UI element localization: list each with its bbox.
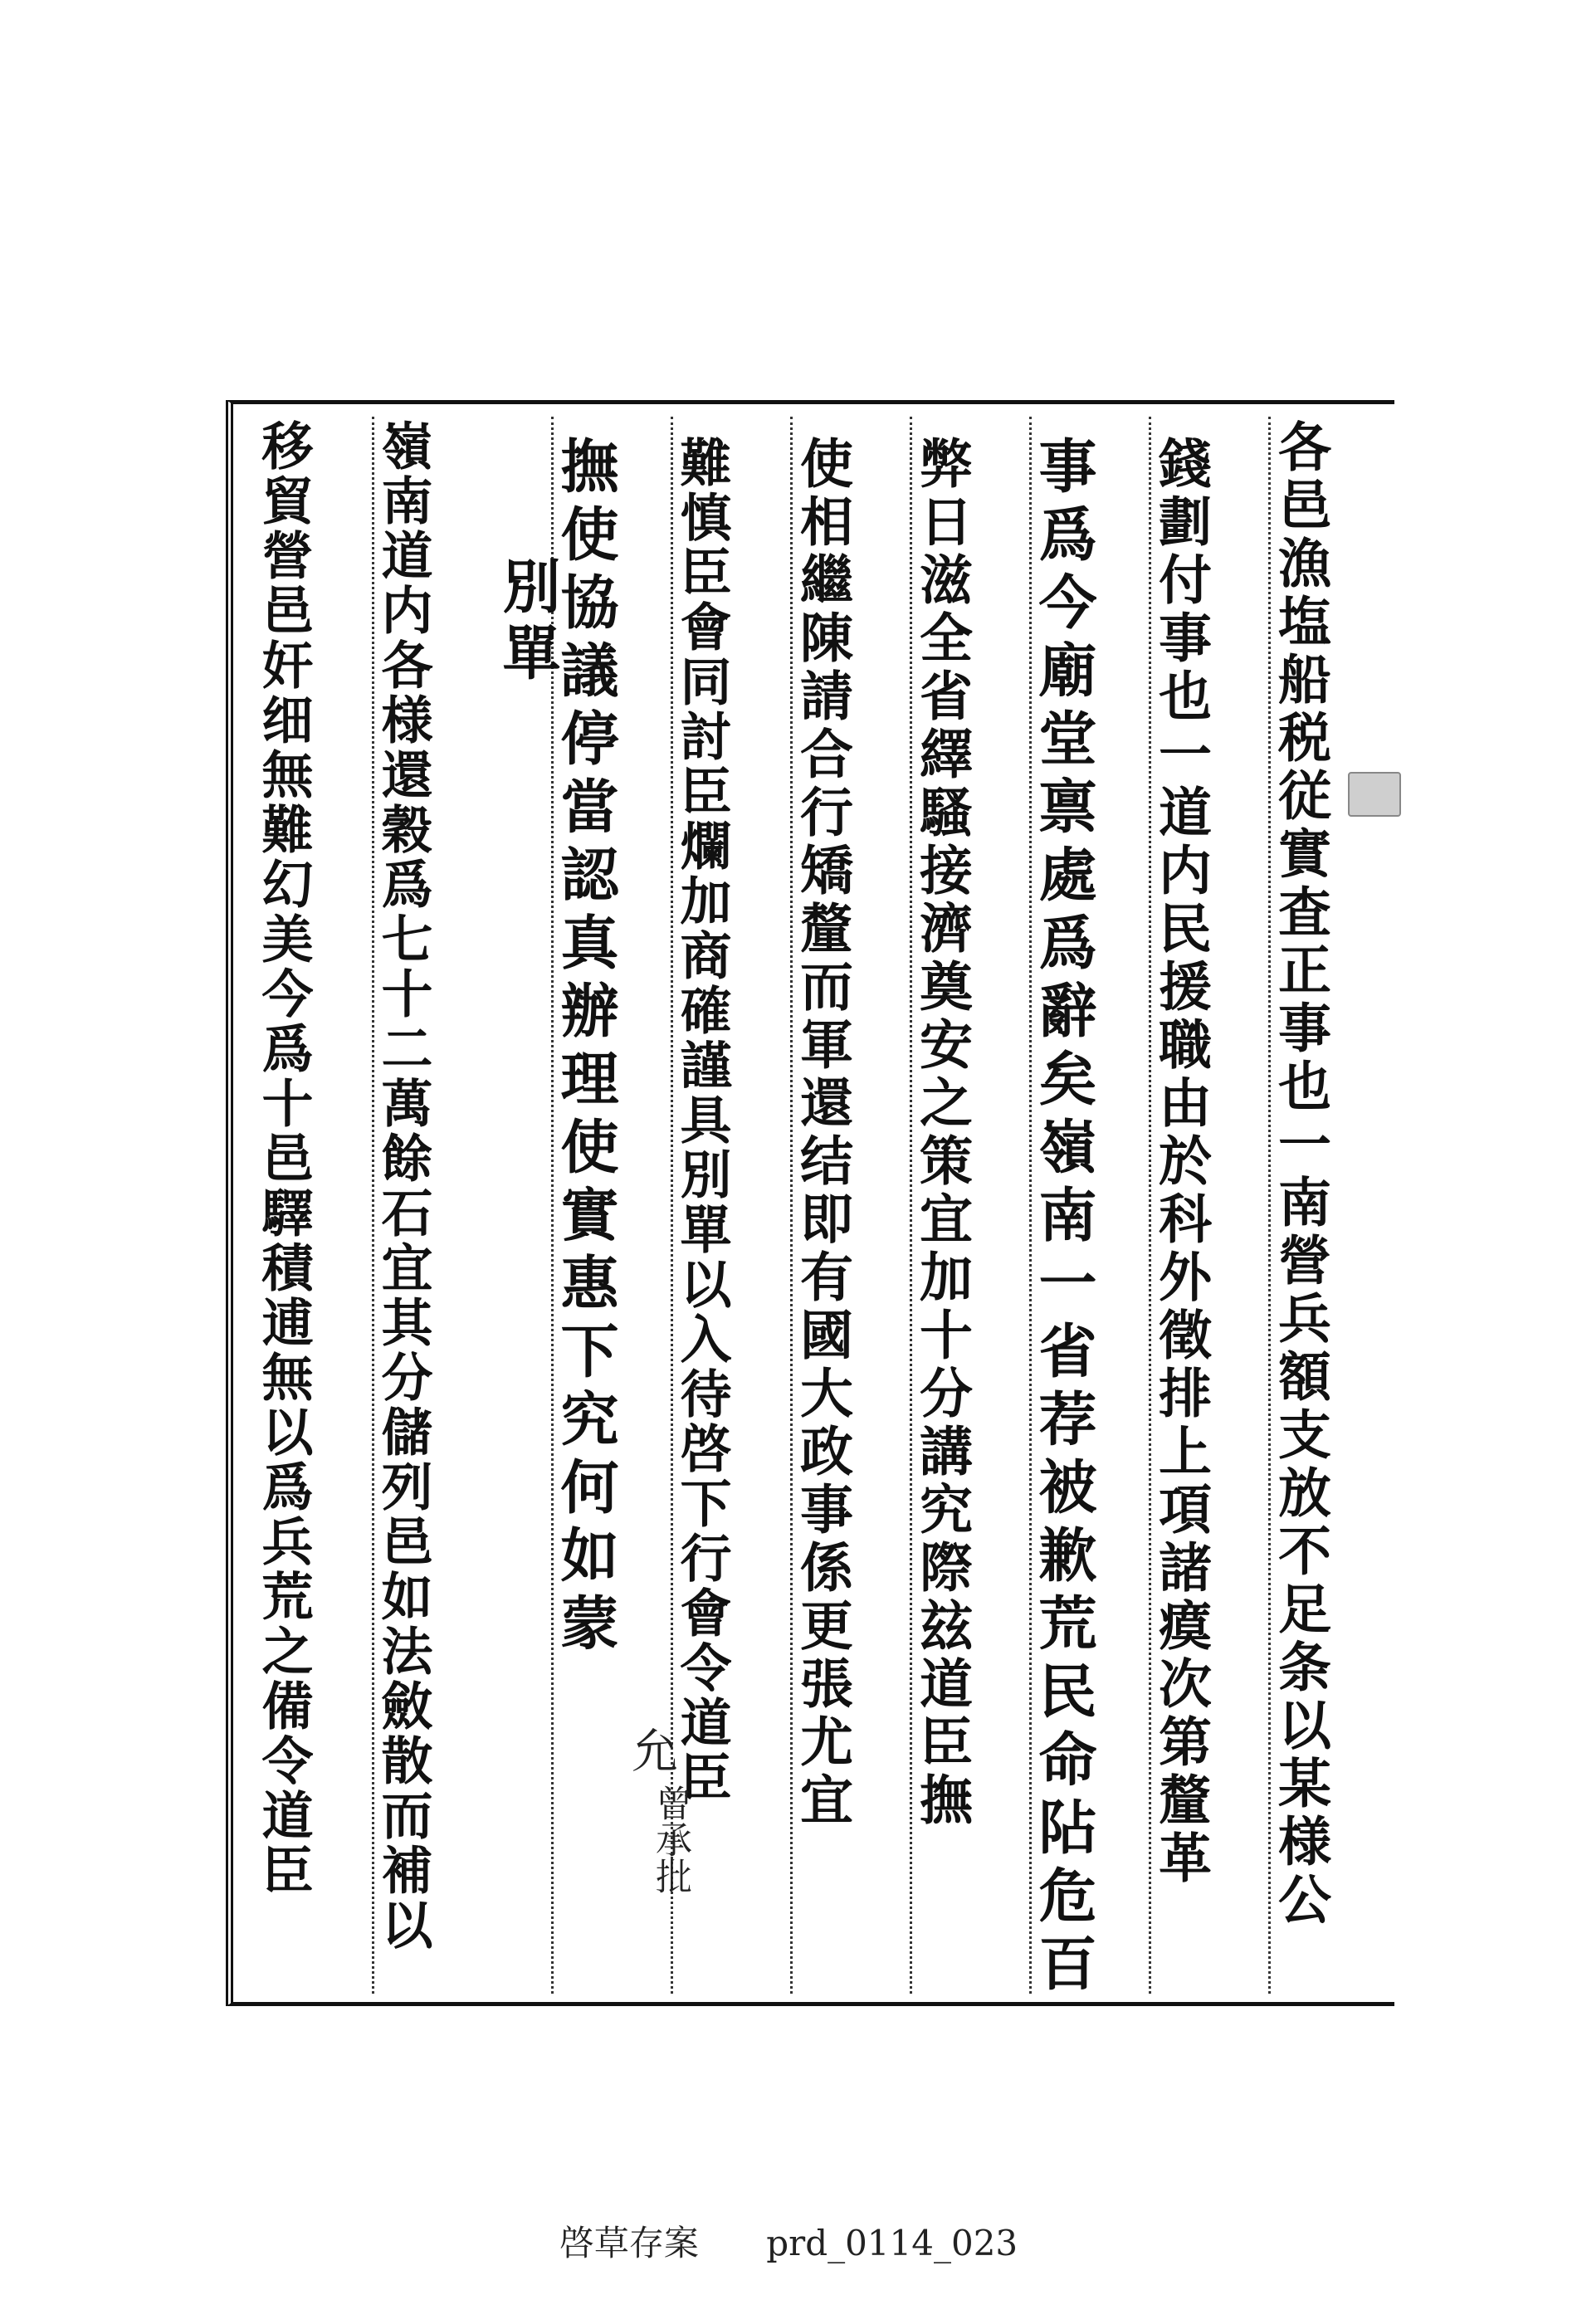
approval-mark: 允 [624, 1726, 678, 1773]
text-column-10: 移貿營邑奸细無難幻美今爲十邑驛積逋無以爲兵荒之備令道臣 [253, 419, 314, 1898]
text-column-4: 弊日滋全省繹騷接濟奠安之策宜加十分講究際玆道臣撫 [911, 436, 973, 1830]
text-column-2: 錢劃付事也一道内民援職由於科外徵排上項諸瘼次第釐革 [1150, 436, 1212, 1888]
margin-tab-mark [1348, 772, 1401, 817]
page-footer [0, 2216, 1577, 2266]
text-column-1: 各邑漁塩船税従實査正事也一南營兵額支放不足条以某様公 [1269, 419, 1331, 1930]
text-column-6: 難慎臣會同討臣爛加商確謹具別單以入待啓下行會令道臣 [671, 436, 732, 1805]
approval-note: 曾承批 [649, 1784, 691, 1894]
footer-title: 啓草存案 [559, 2223, 699, 2263]
footer-code: prd_0114_023 [766, 2223, 1018, 2263]
appendix-heading: 別單 [493, 556, 562, 689]
text-column-7: 撫使協議停當認真辦理使實惠下究何如蒙 [551, 436, 620, 1661]
text-column-9: 嶺南道内各様還穀爲七十二萬餘石宜其分儲列邑如法斂散而補以 [373, 419, 433, 1953]
text-column-3: 事爲今廟堂禀處爲辭矣嶺南一省荐被歉荒民命阽危百 [1029, 436, 1098, 2001]
text-column-5: 使相繼陳請合行矯釐而軍還结即有國大政事係更張尤宜 [791, 436, 853, 1830]
